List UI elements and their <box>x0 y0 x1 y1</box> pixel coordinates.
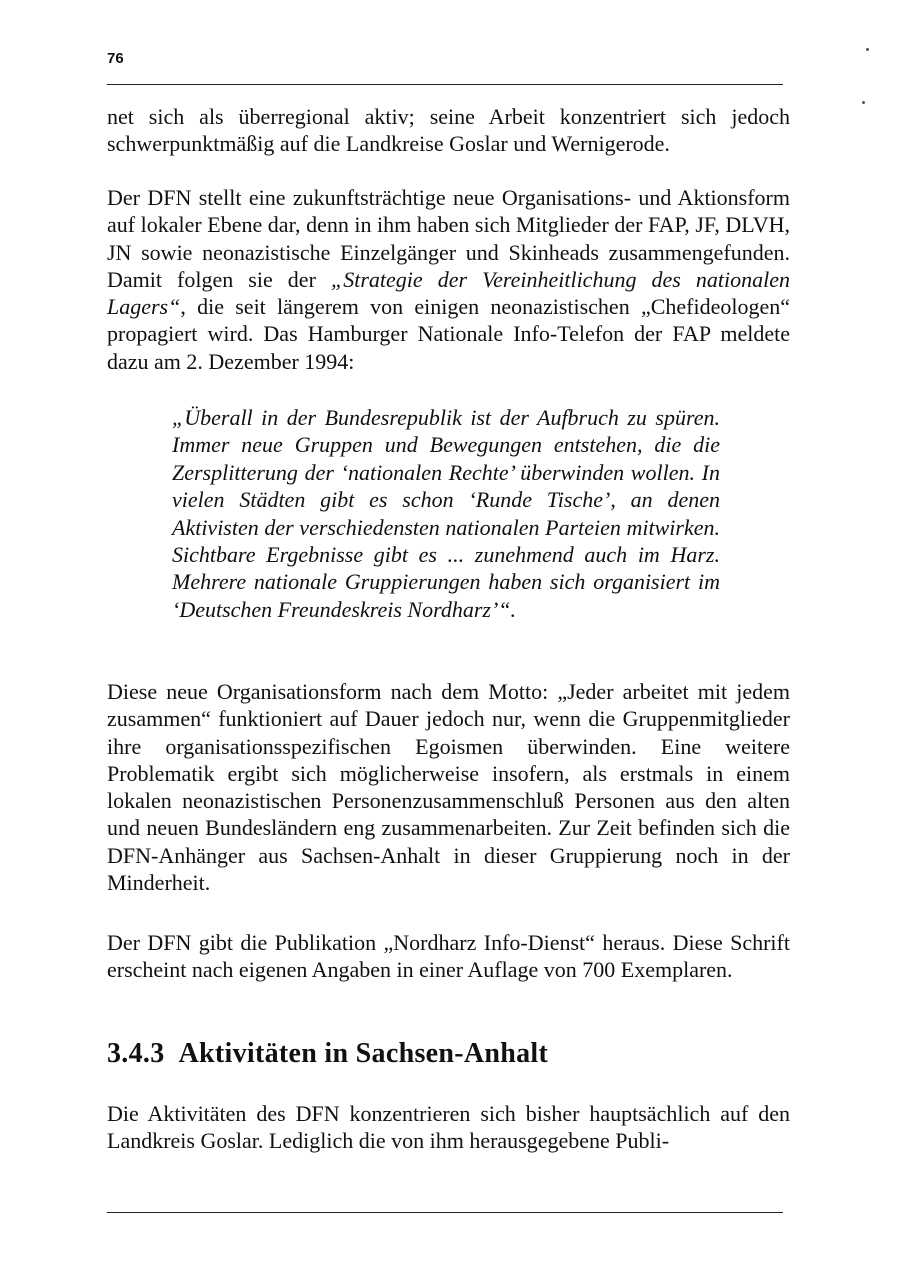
scan-speck <box>862 101 865 104</box>
section-number: 3.4.3 <box>107 1038 165 1069</box>
footer-rule <box>107 1212 783 1213</box>
italic-strategy-phrase: „Strategie der Vereinheitlichung des nationalen Lagers“ <box>107 266 790 320</box>
paragraph-dfn-organisation <box>107 184 790 375</box>
block-quote: „Überall in der Bundesrepublik ist der Aufbruch zu spüren. Immer neue Gruppen und Bewegungen entstehen, die die Zersplitterung der ‘nationalen Rechte’ überwinden wollen. In vielen Städten gibt es schon ‘Runde Tische’, an denen Aktivisten der verschiedensten nationalen Parteien mitwirken. Sichtbare Ergebnisse gibt es ... zunehmend auch im Harz. Mehrere nationale Gruppierungen haben sich organisiert im ‘Deutschen Freundeskreis Nordharz’“. <box>172 405 720 622</box>
section-heading <box>107 1038 548 1070</box>
paragraph-text-before-italic: Der DFN stellt eine zukunftsträchtige neue Organisations- und Aktionsform auf lokaler Ebene dar, denn in ihm haben sich Mitglieder der FAP, JF, DLVH, JN sowie neonazistische Einzelgänger und Skinheads zusammengefunden. Damit folgen sie der <box>107 185 790 292</box>
paragraph-activities: Die Aktivitäten des DFN konzentrieren sich bisher hauptsächlich auf den Landkreis Goslar. Lediglich die von ihm herausgegebene Publi- <box>107 1101 790 1154</box>
paragraph-continuation: net sich als überregional aktiv; seine Arbeit konzentriert sich jedoch schwerpunktmäßig auf die Landkreise Goslar und Wernigerode. <box>107 104 790 157</box>
section-title: Aktivitäten in Sachsen-Anhalt <box>178 1038 549 1069</box>
page-number: 76 <box>107 50 124 67</box>
header-rule <box>107 84 783 85</box>
paragraph-text-after-italic: , die seit längerem von einigen neonazistischen „Chefideologen“ propagiert wird. Das Hamburger Nationale Info-Telefon der FAP meldete dazu am 2. Dezember 1994: <box>107 294 790 374</box>
paragraph-publication: Der DFN gibt die Publikation „Nordharz Info-Dienst“ heraus. Diese Schrift erscheint nach eigenen Angaben in einer Auflage von 700 Exemplaren. <box>107 930 790 983</box>
scan-speck <box>866 48 869 51</box>
paragraph-motto: Diese neue Organisationsform nach dem Motto: „Jeder arbeitet mit jedem zusammen“ funktioniert auf Dauer jedoch nur, wenn die Gruppenmitglieder ihre organisationsspezifischen Egoismen überwinden. Eine weitere Problematik ergibt sich möglicherweise insofern, als erstmals in einem lokalen neonazistischen Personenzusammenschluß Personen aus den alten und neuen Bundesländern eng zusammenarbeiten. Zur Zeit befinden sich die DFN-Anhänger aus Sachsen-Anhalt in dieser Gruppierung noch in der Minderheit. <box>107 679 790 896</box>
